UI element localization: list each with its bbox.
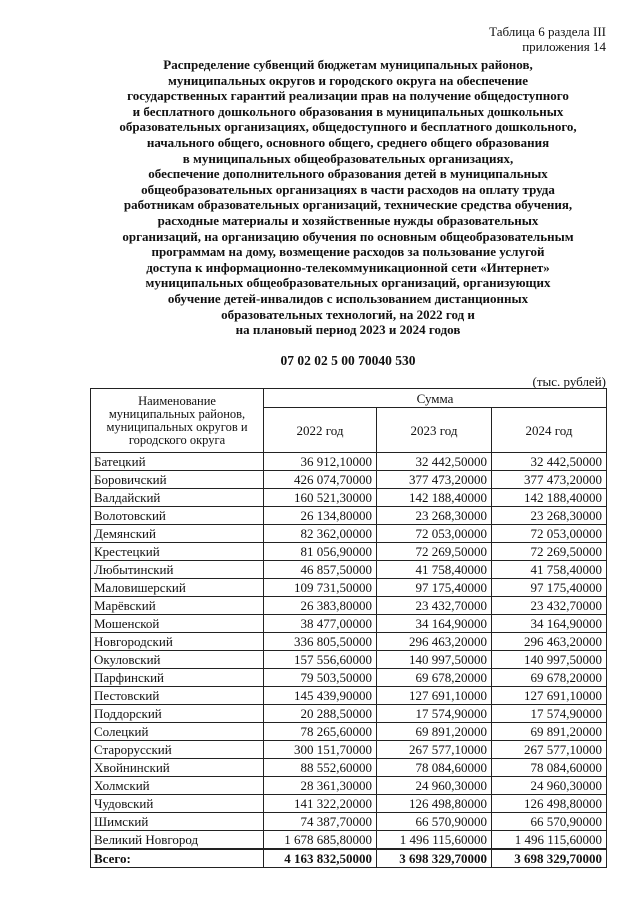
column-header-2023: 2023 год — [377, 408, 492, 453]
value-2022: 426 074,70000 — [264, 471, 377, 489]
district-name: Валдайский — [91, 489, 264, 507]
value-2024: 69 678,20000 — [492, 669, 607, 687]
table-row — [91, 597, 607, 615]
table-row — [91, 813, 607, 831]
value-2024: 69 891,20000 — [492, 723, 607, 741]
table-row — [91, 777, 607, 795]
title-line: образовательных технологий, на 2022 год и — [221, 306, 475, 322]
value-2023: 23 432,70000 — [377, 597, 492, 615]
column-header-2024: 2024 год — [492, 408, 607, 453]
value-2024: 24 960,30000 — [492, 777, 607, 795]
value-2022: 82 362,00000 — [264, 525, 377, 543]
value-2024: 267 577,10000 — [492, 741, 607, 759]
district-name: Поддорский — [91, 705, 264, 723]
table-row — [91, 705, 607, 723]
value-2023: 17 574,90000 — [377, 705, 492, 723]
value-2023: 97 175,40000 — [377, 579, 492, 597]
value-2023: 127 691,10000 — [377, 687, 492, 705]
district-name: Старорусский — [91, 741, 264, 759]
title-line: доступа к информационно-телекоммуникационной сети «Интернет» — [146, 259, 550, 275]
value-2023: 24 960,30000 — [377, 777, 492, 795]
value-2022: 78 265,60000 — [264, 723, 377, 741]
table-row — [91, 489, 607, 507]
value-2022: 26 383,80000 — [264, 597, 377, 615]
title-line: работникам образовательных организаций, технические средства обучения, — [123, 197, 573, 213]
value-2022: 1 678 685,80000 — [264, 831, 377, 850]
value-2022: 46 857,50000 — [264, 561, 377, 579]
title-line: расходные материалы и хозяйственные нужды образовательных — [157, 212, 539, 228]
caption-line-table: Таблица 6 раздела III — [489, 24, 606, 39]
title-line: образовательных организациях, общедоступного и бесплатного дошкольного, — [119, 119, 577, 135]
value-2023: 23 268,30000 — [377, 507, 492, 525]
table-row — [91, 543, 607, 561]
district-name: Марёвский — [91, 597, 264, 615]
value-2023: 69 891,20000 — [377, 723, 492, 741]
value-2023: 126 498,80000 — [377, 795, 492, 813]
value-2022: 79 503,50000 — [264, 669, 377, 687]
column-header-sum: Сумма — [264, 389, 607, 408]
title-line: муниципальных округов и городского округа на обеспечение — [168, 72, 528, 88]
value-2024: 1 496 115,60000 — [492, 831, 607, 850]
units-label: (тыс. рублей) — [532, 374, 606, 389]
title-line: обеспечение дополнительного образования детей в муниципальных — [148, 166, 548, 182]
value-2024: 66 570,90000 — [492, 813, 607, 831]
table-row — [91, 831, 607, 850]
table-row — [91, 561, 607, 579]
district-name: Батецкий — [91, 453, 264, 471]
value-2024: 23 432,70000 — [492, 597, 607, 615]
caption-line-appendix: приложения 14 — [522, 39, 606, 54]
title-line: общеобразовательных организациях в части расходов на оплату труда — [141, 181, 555, 197]
value-2023: 72 053,00000 — [377, 525, 492, 543]
district-name: Холмский — [91, 777, 264, 795]
table-row — [91, 615, 607, 633]
value-2023: 1 496 115,60000 — [377, 831, 492, 850]
table-row — [91, 633, 607, 651]
value-2024: 78 084,60000 — [492, 759, 607, 777]
value-2023: 140 997,50000 — [377, 651, 492, 669]
column-header-name: Наименование муниципальных районов, муниципальных округов и городского округа — [91, 389, 264, 453]
table-row — [91, 579, 607, 597]
value-2024: 34 164,90000 — [492, 615, 607, 633]
table-row — [91, 741, 607, 759]
district-name: Парфинский — [91, 669, 264, 687]
district-name: Боровичский — [91, 471, 264, 489]
value-2024: 126 498,80000 — [492, 795, 607, 813]
value-2023: 69 678,20000 — [377, 669, 492, 687]
value-2022: 141 322,20000 — [264, 795, 377, 813]
total-label: Всего: — [91, 849, 264, 868]
table-row — [91, 471, 607, 489]
value-2024: 296 463,20000 — [492, 633, 607, 651]
table-caption — [406, 24, 606, 54]
title-line: обучение детей-инвалидов с использованием дистанционных — [167, 290, 529, 306]
total-2024: 3 698 329,70000 — [492, 849, 607, 868]
table-row — [91, 795, 607, 813]
district-name: Пестовский — [91, 687, 264, 705]
title-line: государственных гарантий реализации прав на получение общедоступного — [127, 88, 569, 104]
district-name: Великий Новгород — [91, 831, 264, 850]
district-name: Волотовский — [91, 507, 264, 525]
value-2023: 32 442,50000 — [377, 453, 492, 471]
value-2024: 142 188,40000 — [492, 489, 607, 507]
title-line: в муниципальных общеобразовательных организациях, — [182, 150, 514, 166]
value-2024: 140 997,50000 — [492, 651, 607, 669]
title-line: и бесплатного дошкольного образования в муниципальных дошкольных — [132, 103, 564, 119]
total-2023: 3 698 329,70000 — [377, 849, 492, 868]
district-name: Демянский — [91, 525, 264, 543]
table-row — [91, 525, 607, 543]
value-2023: 41 758,40000 — [377, 561, 492, 579]
value-2022: 28 361,30000 — [264, 777, 377, 795]
subvention-table — [90, 388, 607, 868]
value-2022: 300 151,70000 — [264, 741, 377, 759]
district-name: Окуловский — [91, 651, 264, 669]
district-name: Солецкий — [91, 723, 264, 741]
value-2023: 377 473,20000 — [377, 471, 492, 489]
title-line: Распределение субвенций бюджетам муниципальных районов, — [163, 57, 533, 72]
district-name: Маловишерский — [91, 579, 264, 597]
value-2022: 145 439,90000 — [264, 687, 377, 705]
value-2024: 377 473,20000 — [492, 471, 607, 489]
value-2022: 38 477,00000 — [264, 615, 377, 633]
value-2023: 72 269,50000 — [377, 543, 492, 561]
value-2023: 78 084,60000 — [377, 759, 492, 777]
value-2022: 109 731,50000 — [264, 579, 377, 597]
table-row — [91, 651, 607, 669]
table-row — [91, 723, 607, 741]
value-2024: 97 175,40000 — [492, 579, 607, 597]
title-line: начального общего, основного общего, среднего общего образования — [146, 134, 550, 150]
district-name: Хвойнинский — [91, 759, 264, 777]
district-name: Новгородский — [91, 633, 264, 651]
value-2024: 127 691,10000 — [492, 687, 607, 705]
table-row — [91, 507, 607, 525]
value-2022: 36 912,10000 — [264, 453, 377, 471]
district-name: Шимский — [91, 813, 264, 831]
total-2022: 4 163 832,50000 — [264, 849, 377, 868]
table-row — [91, 687, 607, 705]
value-2024: 41 758,40000 — [492, 561, 607, 579]
value-2022: 81 056,90000 — [264, 543, 377, 561]
value-2022: 74 387,70000 — [264, 813, 377, 831]
title-line: программам на дому, возмещение расходов за пользование услугой — [151, 244, 545, 260]
budget-code: 07 02 02 5 00 70040 530 — [280, 353, 416, 368]
column-header-2022: 2022 год — [264, 408, 377, 453]
value-2023: 66 570,90000 — [377, 813, 492, 831]
value-2023: 267 577,10000 — [377, 741, 492, 759]
value-2024: 23 268,30000 — [492, 507, 607, 525]
table-row — [91, 759, 607, 777]
value-2022: 88 552,60000 — [264, 759, 377, 777]
document-title — [92, 57, 604, 338]
value-2024: 17 574,90000 — [492, 705, 607, 723]
value-2022: 20 288,50000 — [264, 705, 377, 723]
total-row — [91, 849, 607, 868]
value-2024: 32 442,50000 — [492, 453, 607, 471]
value-2022: 26 134,80000 — [264, 507, 377, 525]
district-name: Чудовский — [91, 795, 264, 813]
value-2022: 336 805,50000 — [264, 633, 377, 651]
value-2023: 142 188,40000 — [377, 489, 492, 507]
value-2023: 34 164,90000 — [377, 615, 492, 633]
district-name: Любытинский — [91, 561, 264, 579]
district-name: Крестецкий — [91, 543, 264, 561]
value-2022: 157 556,60000 — [264, 651, 377, 669]
district-name: Мошенской — [91, 615, 264, 633]
value-2022: 160 521,30000 — [264, 489, 377, 507]
title-line: на плановый период 2023 и 2024 годов — [235, 322, 461, 338]
value-2024: 72 053,00000 — [492, 525, 607, 543]
table-row — [91, 669, 607, 687]
table-row — [91, 453, 607, 471]
title-line: организаций, на организацию обучения по основным общеобразовательным — [122, 228, 574, 244]
value-2024: 72 269,50000 — [492, 543, 607, 561]
value-2023: 296 463,20000 — [377, 633, 492, 651]
title-line: муниципальных общеобразовательных организаций, организующих — [145, 275, 551, 291]
